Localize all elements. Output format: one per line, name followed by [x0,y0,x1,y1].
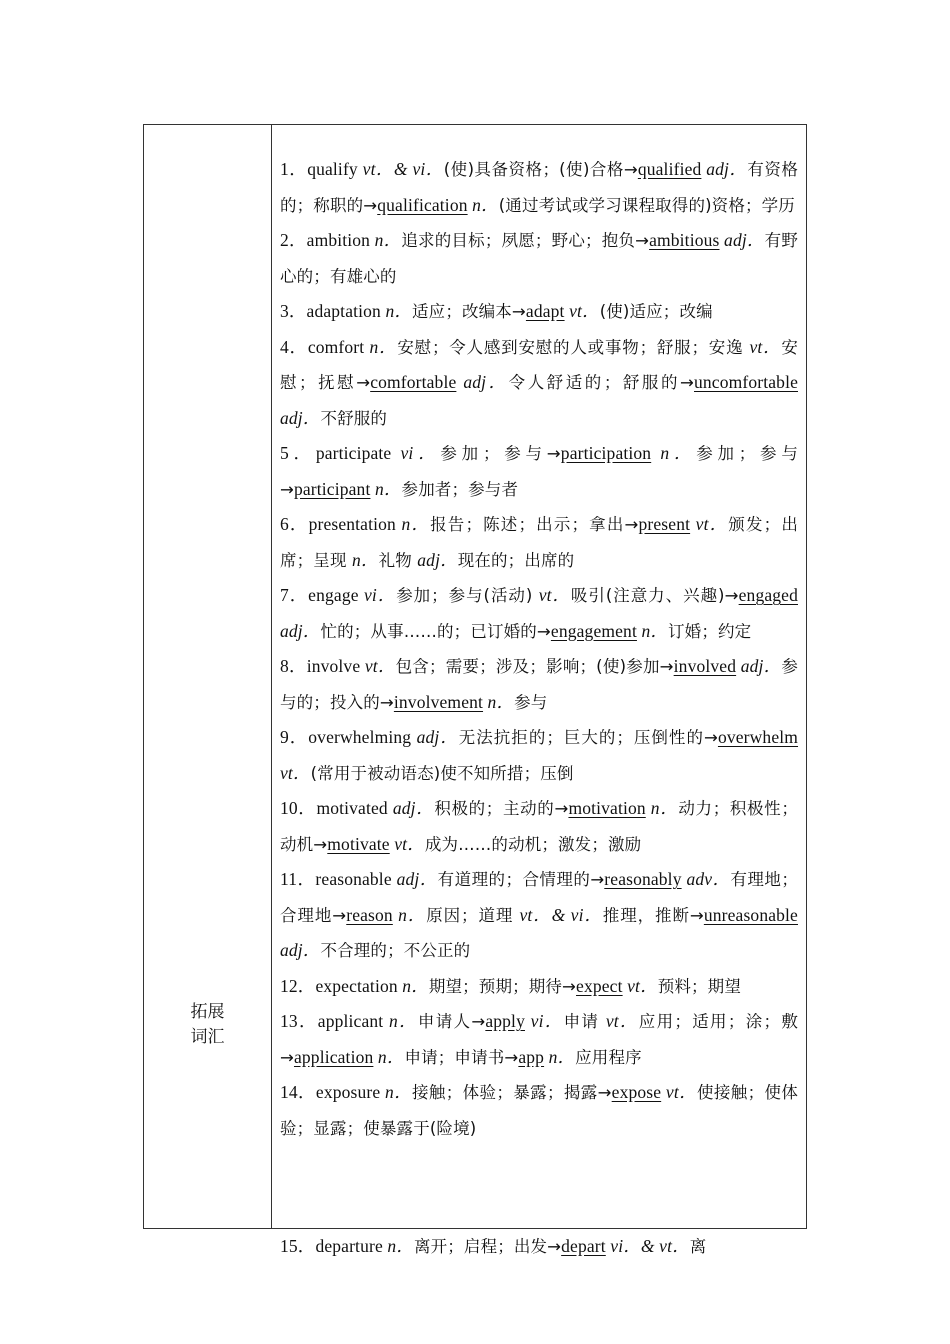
part-of-speech: n． [374,230,402,250]
definition: 参与的；投入的→ [280,657,798,712]
derived-word: reasonably [604,869,682,889]
part-of-speech: vt． [605,1011,639,1031]
definition: 使接触；使体验；显露；使暴露于(险境) [280,1083,798,1138]
derived-word: involvement [393,691,484,712]
definition: 参加者；参与者 [401,479,519,499]
part-of-speech: adj． [416,727,459,747]
vocab-entry [280,1004,798,1075]
definition: 参加；参与(活动) [396,586,539,605]
definition: 包含；需要；涉及；影响；(使)参加→ [395,657,674,676]
part-of-speech: vi． [524,1011,564,1031]
derived-word: participant [293,478,371,499]
definition: 成为……的动机；激发；激励 [424,834,642,854]
derived-word: reason [346,904,393,925]
definition: 期望；预期；期待→ [428,976,577,996]
derived-word: engaged [738,585,798,605]
row-label-line1: 拓展 [190,1002,225,1022]
row-label [144,1000,271,1050]
definition: 积极的；主动的→ [434,799,569,818]
vocab-entry [280,720,798,791]
definition: 参与 [514,692,548,712]
headword: 11．reasonable [280,869,397,889]
column-divider [271,124,272,1229]
definition: 申请；申请书→ [404,1047,519,1067]
part-of-speech: vt．& vi． [362,159,444,179]
derived-word: depart [561,1236,606,1256]
definition: 推理，推断→ [602,905,704,925]
part-of-speech: adj． [701,159,748,179]
derived-word: application [293,1046,374,1067]
part-of-speech: n． [392,904,427,925]
derived-word: comfortable [370,372,457,392]
vocab-list [280,152,798,1146]
definition: 报告；陈述；出示；拿出→ [430,515,639,534]
part-of-speech: adj． [396,869,438,889]
definition: 不舒服的 [320,408,388,428]
part-of-speech: adj． [417,549,458,570]
definition: 令人舒适的；舒服的→ [508,373,694,392]
definition: 参加；参与→ [280,444,798,499]
headword: 6．presentation [280,514,402,534]
part-of-speech: vt． [749,336,782,357]
definition: 动力；积极性；动机→ [280,799,798,854]
row-label-line2: 词汇 [190,1027,225,1047]
derived-word: motivate [327,833,390,854]
part-of-speech: n． [483,691,515,712]
part-of-speech: adj． [719,230,765,250]
part-of-speech: vi． [400,443,441,463]
vocab-entry [280,436,798,507]
derived-word: present [638,514,691,534]
part-of-speech: n． [370,478,402,499]
part-of-speech: n． [544,1046,576,1067]
definition: 追求的目标；夙愿；野心；抱负→ [401,231,650,250]
vocab-entry [280,1229,798,1265]
headword: 15．departure [280,1236,388,1256]
part-of-speech: vi．& vt． [605,1236,690,1256]
definition: 忙的；从事……的；已订婚的→ [320,621,551,641]
definition: 参加；参与→ [440,444,561,463]
definition: 接触；体验；暴露；揭露→ [412,1083,612,1102]
definition: 申请人→ [417,1012,486,1031]
vocab-entry [280,1075,798,1146]
definition: 预料；期望 [657,976,741,996]
headword: 10．motivated [280,798,393,818]
part-of-speech: n． [373,1046,405,1067]
part-of-speech: n． [636,620,669,641]
part-of-speech: n． [385,301,413,321]
vocab-entry [280,649,798,720]
derived-word: apply [485,1011,525,1031]
definition: 原因；道理 [426,905,520,925]
part-of-speech: n． [388,1011,418,1031]
definition: (使)具备资格；(使)合格→ [443,160,638,179]
part-of-speech: adv． [681,869,731,889]
definition: 无法抗拒的；巨大的；压倒性的→ [458,728,718,747]
part-of-speech: n． [352,549,379,570]
definition: 吸引(注意力、兴趣)→ [570,586,739,605]
part-of-speech: n． [645,798,679,818]
vocab-entry [280,862,798,969]
part-of-speech: vi． [363,585,397,605]
definition: 有资格的；称职的→ [280,160,798,215]
headword: 2．ambition [280,230,375,250]
definition: 应用；适用；涂；敷→ [280,1012,798,1067]
definition: 有道理的；合情理的→ [437,870,605,889]
headword: 4．comfort [280,336,370,357]
vocab-entry [280,578,798,649]
derived-word: ambitious [649,230,720,250]
part-of-speech: adj． [456,372,509,392]
part-of-speech: n． [387,1236,414,1256]
headword: 9．overwhelming [280,727,417,747]
headword: 8．involve [280,656,365,676]
definition: 现在的；出席的 [457,550,575,570]
part-of-speech: n． [402,975,429,996]
vocab-entry [280,969,798,1005]
definition: 安慰；令人感到安慰的人或事物；舒服；安逸 [397,337,750,357]
derived-word: app [518,1046,545,1067]
derived-word: participation [560,443,652,463]
part-of-speech: vt．& vi． [519,904,603,925]
definition: 离开；启程；出发→ [413,1237,562,1256]
part-of-speech: vt． [389,833,425,854]
headword: 5．participate [280,443,401,463]
part-of-speech: n． [651,443,697,463]
part-of-speech: vt． [622,975,658,996]
definition: 有野心的；有雄心的 [280,231,798,286]
definition: 适应；改编本→ [412,302,526,321]
vocab-entry [280,791,798,862]
part-of-speech: adj． [280,620,321,641]
headword: 7．engage [280,585,364,605]
part-of-speech: vt． [364,656,396,676]
derived-word: motivation [568,798,646,818]
derived-word: qualification [377,194,468,215]
part-of-speech: vt． [690,514,729,534]
definition: 不合理的；不公正的 [320,941,471,960]
definition: (常用于被动语态)使不知所措；压倒 [310,763,574,783]
part-of-speech: adj． [280,407,321,428]
derived-word: expose [611,1082,662,1102]
definition: (通过考试或学习课程取得的)资格；学历 [498,195,795,215]
part-of-speech: n． [401,514,431,534]
vocab-entry [280,330,798,437]
definition: (使)适应；改编 [599,302,713,321]
part-of-speech: adj． [736,656,782,676]
vocab-entry [280,507,798,578]
part-of-speech: vt． [661,1082,697,1102]
headword: 13．applicant [280,1011,389,1031]
vocab-entry [280,294,798,330]
derived-word: qualified [637,159,702,179]
part-of-speech: n． [467,194,499,215]
headword: 1．qualify [280,159,363,179]
definition: 应用程序 [575,1047,642,1067]
definition: 礼物 [378,550,418,570]
part-of-speech: adj． [280,940,321,960]
part-of-speech: n． [369,336,398,357]
derived-word: expect [576,975,623,996]
derived-word: unreasonable [703,904,798,925]
derived-word: uncomfortable [694,372,798,392]
definition: 安慰；抚慰→ [280,337,798,392]
vocab-list-continued [280,1229,798,1265]
part-of-speech: vt． [280,762,311,783]
headword: 14．exposure [280,1082,386,1102]
part-of-speech: vt． [564,301,600,321]
definition: 离 [689,1237,707,1256]
definition: 申请 [563,1012,606,1031]
vocab-entry [280,223,798,294]
derived-word: involved [673,656,737,676]
headword: 3．adaptation [280,301,386,321]
definition: 有理地；合理地→ [280,870,798,925]
vocab-entry [280,152,798,223]
headword: 12．expectation [280,975,403,996]
derived-word: adapt [525,301,565,321]
part-of-speech: vt． [538,585,571,605]
part-of-speech: n． [385,1082,413,1102]
part-of-speech: adj． [392,798,435,818]
derived-word: overwhelm [717,727,799,747]
definition: 颁发；出席；呈现 [280,515,798,570]
derived-word: engagement [550,620,637,641]
definition: 订婚；约定 [668,621,752,641]
